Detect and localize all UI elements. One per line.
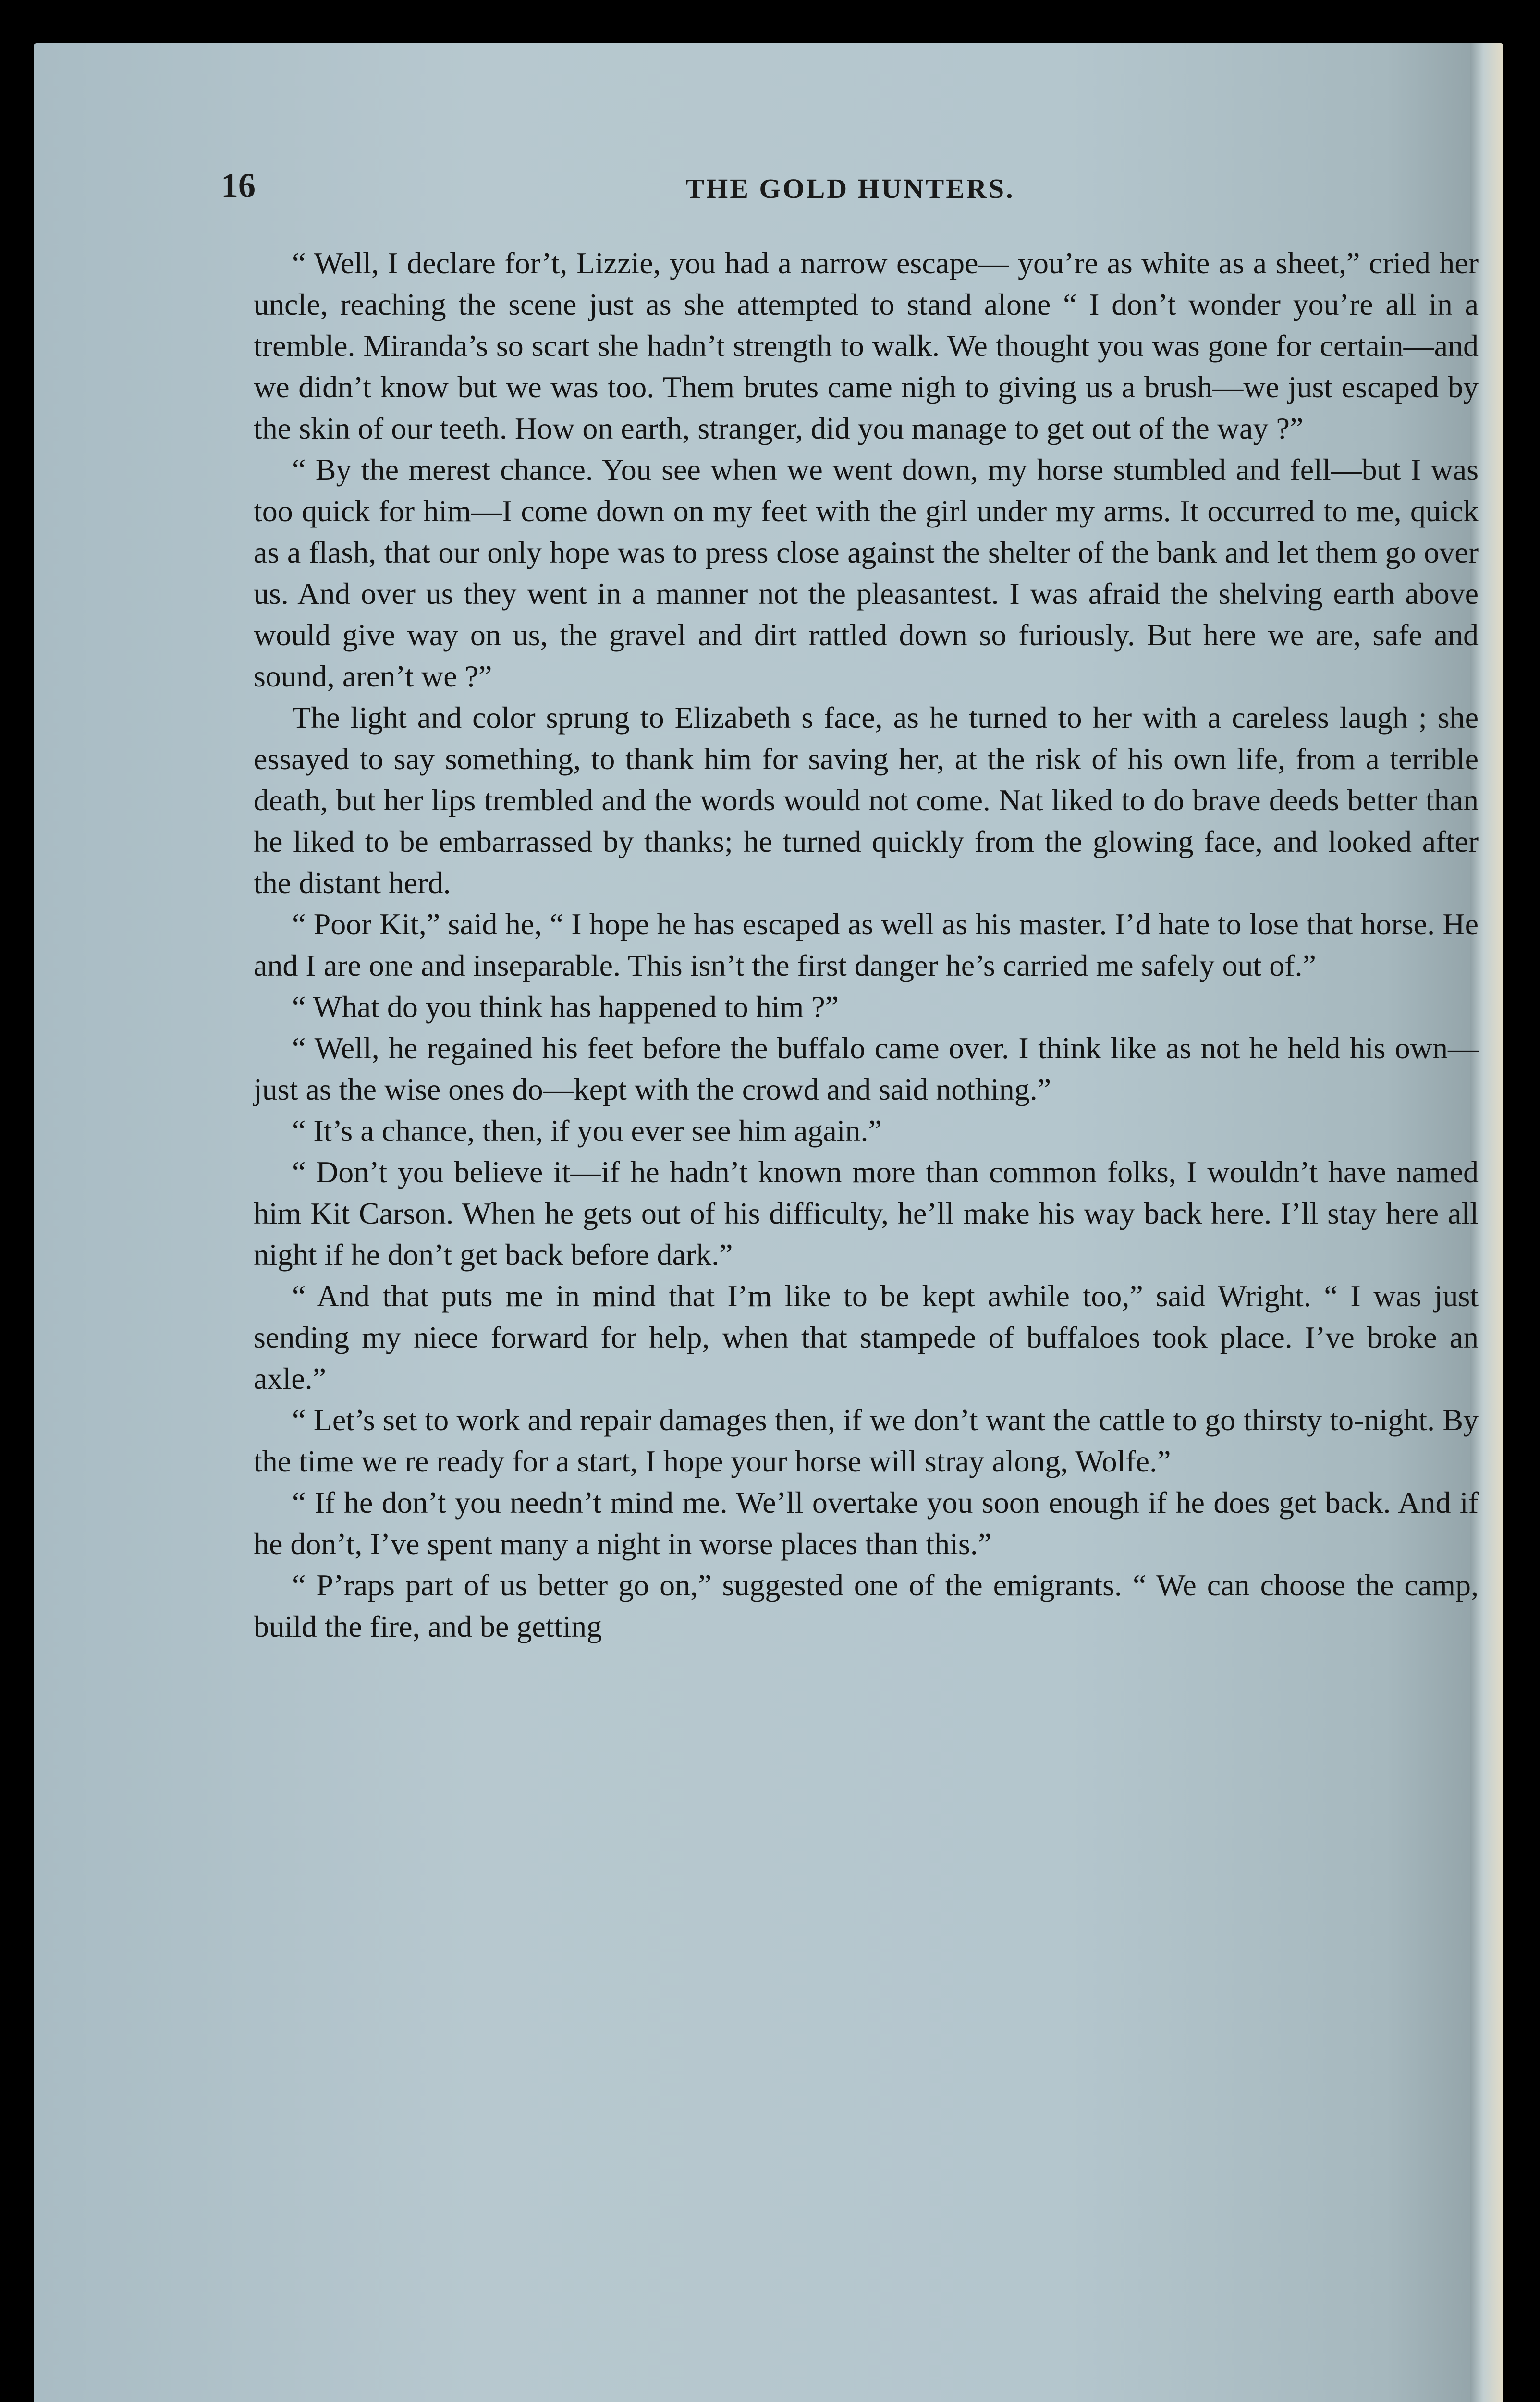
paragraph: “ Don’t you believe it—if he hadn’t known more than common folks, I wouldn’t have named him Kit Carson. When he gets out of his difficulty, he’ll make his way back here. I’ll stay here all night if he don’t get back before dark.” <box>254 1155 1479 1272</box>
paragraph: “ Well, I declare for’t, Lizzie, you had a narrow escape— you’re as white as a sheet,” cried her uncle, reaching the scene just as she attempted to stand alone “ I don’t wonder you’re all in a tremble. Miranda’s so scart she hadn’t strength to walk. We thought you was gone for certain—and we didn’t know but we was too. Them brutes came nigh to giving us a brush—we just escaped by the skin of our teeth. How on earth, stranger, did you manage to get out of the way ?” <box>254 246 1479 445</box>
paragraph: “ P’raps part of us better go on,” suggested one of the emigrants. “ We can choose the camp, build the fire, and be getting <box>254 1568 1479 1643</box>
paragraph: “ And that puts me in mind that I’m like to be kept awhile too,” said Wright. “ I was just sending my niece forward for help, when that stampede of buffaloes took place. I’ve broke an axle.” <box>254 1279 1479 1396</box>
paragraph: “ It’s a chance, then, if you ever see him again.” <box>292 1114 882 1148</box>
paragraph: “ By the merest chance. You see when we went down, my horse stumbled and fell—but I was too quick for him—I come down on my feet with the girl under my arms. It occurred to me, quick as a flash, that our only hope was to press close against the shelter of the bank and let them go over us. And over us they went in a manner not the pleasantest. I was afraid the shelving earth above would give way on us, the gravel and dirt rattled down so furiously. But here we are, safe and sound, aren’t we ?” <box>254 453 1479 693</box>
page-body-text <box>254 243 1479 1647</box>
running-title: THE GOLD HUNTERS. <box>685 173 1015 204</box>
page-number: 16 <box>221 166 256 205</box>
paragraph: “ Poor Kit,” said he, “ I hope he has escaped as well as his master. I’d hate to lose that horse. He and I are one and inseparable. This isn’t the first danger he’s carried me safely out of.” <box>254 907 1479 982</box>
paragraph: “ Let’s set to work and repair damages then, if we don’t want the cattle to go thirsty to-night. By the time we re ready for a start, I hope your horse will stray along, Wolfe.” <box>254 1403 1479 1478</box>
paragraph: “ Well, he regained his feet before the buffalo came over. I think like as not he held his own—just as the wise ones do—kept with the crowd and said nothing.” <box>254 1031 1479 1106</box>
paragraph: “ If he don’t you needn’t mind me. We’ll overtake you soon enough if he does get back. And if he don’t, I’ve spent many a night in worse places than this.” <box>254 1485 1479 1561</box>
paragraph: “ What do you think has happened to him ?” <box>292 990 839 1024</box>
page-header <box>221 166 1479 223</box>
paragraph: The light and color sprung to Elizabeth s face, as he turned to her with a careless laugh ; she essayed to say something, to thank him for saving her, at the risk of his own life, from a terrible death, but her lips trembled and the words would not come. Nat liked to do brave deeds better than he liked to be embarrassed by thanks; he turned quickly from the glowing face, and looked after the distant herd. <box>254 700 1479 900</box>
